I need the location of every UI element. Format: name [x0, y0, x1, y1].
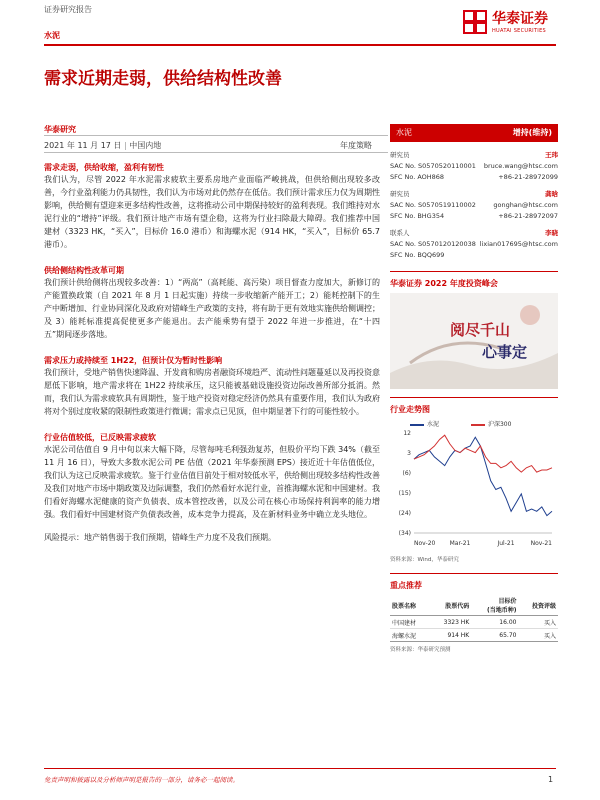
- analyst-phone: +86-21-28972097: [498, 212, 558, 220]
- chart-legend: [410, 419, 558, 429]
- legend-swatch: [410, 424, 424, 426]
- section-paragraph: 我们预计，受地产销售快速降温、开发商和购房者融资环境趋严、流动性问题蔓延以及再投资意愿低下影响，地产需求将在 1H22 持续承压，这只能被基础设施投资边际改善所部分抵消。然而，我们认为需求疲软具有周期性，鉴于地产投资对稳定经济仍然具有重要作用，我们认为政府将对个别过度收紧的限制性政策进行微调；需求点已见顶，但中期显著下行的可能性较小。: [44, 368, 380, 416]
- report-title: 需求近期走弱，供给结构性改善: [44, 69, 282, 89]
- x-tick-label: Jul-21: [497, 540, 515, 547]
- section-heading: 需求走弱，供给收缩，盈利有韧性: [44, 163, 164, 172]
- footer-disclaimer: 免责声明和披露以及分析师声明是报告的一部分，请务必一起阅读。: [44, 776, 239, 784]
- analyst-email[interactable]: lixian017695@htsc.com: [479, 240, 558, 248]
- series-line-水泥: [414, 437, 552, 515]
- analyst-card: [390, 150, 558, 183]
- table-row: [390, 616, 558, 629]
- table-cell: 3323 HK: [443, 618, 470, 626]
- risk-note: 风险提示：地产销售弱于我们预期，错峰生产力度不及我们预期。: [44, 533, 276, 542]
- section-paragraph: 我们认为，尽管 2022 年水泥需求疲软主要系房地产业面临严峻挑战，但供给侧出现较多改善，今行业盈利能力仍具韧性，我们认为市场对此仍然存在低估。我们预计需求压力仅为周期性影响，供给侧有望迎来更多结构性改善，这将推动公司中期保持较好的盈利表现。我们维持对水泥行业的“增持”评级。我们预计地产市场有望企稳，这将为行业扫除最大障碍。我们推荐中国建材（3323 HK，“买入”，目标价 16.0 港币）和海螺水泥（914 HK，“买入”，目标价 65.7 港币）。: [44, 175, 380, 249]
- table-header-cell: 股票名称: [392, 602, 417, 610]
- table-header-cell: 投资评级: [531, 602, 556, 610]
- header-divider: [44, 44, 556, 46]
- analyst-list: [390, 150, 558, 261]
- table-cell: 914 HK: [447, 631, 470, 639]
- table-cell: 海螺水泥: [392, 632, 417, 640]
- table-cell: 买入: [543, 619, 556, 627]
- section-heading: 行业估值较低，已反映需求疲软: [44, 433, 156, 442]
- recommend-source: 资料来源：华泰研究预测: [390, 647, 451, 653]
- banner-art: [390, 293, 558, 389]
- table-cell: 16.00: [499, 618, 517, 626]
- sidebar: [390, 124, 558, 653]
- y-tick-label: (24): [398, 510, 411, 517]
- section-valuation: [44, 432, 384, 521]
- trend-chart: [390, 419, 558, 553]
- analyst-sfc: SFC No. AOH868: [390, 173, 445, 181]
- x-tick-label: Nov-20: [414, 540, 436, 547]
- banner-slogan-2: 心事定: [482, 343, 528, 361]
- analyst-role: 研究员: [390, 151, 410, 159]
- page-number: 1: [548, 775, 554, 784]
- table-header-cell: 股票代码: [445, 602, 470, 610]
- analyst-email[interactable]: bruce.wang@htsc.com: [483, 162, 558, 170]
- recommend-table: [390, 595, 558, 642]
- analyst-role: 联系人: [390, 229, 410, 237]
- section-heading: 供给侧结构性改革可期: [44, 266, 124, 275]
- table-header-cell: 目标价 (当地币种): [486, 598, 517, 614]
- table-row: [390, 629, 558, 642]
- report-type-label: 证券研究报告: [44, 5, 92, 14]
- report-region: 中国内地: [129, 141, 162, 150]
- report-date: 2021 年 11 月 17 日: [44, 141, 122, 150]
- analyst-name: 龚晗: [545, 190, 558, 198]
- rating-value: 增持(维持): [512, 128, 552, 137]
- section-demand-supply: [44, 162, 384, 251]
- legend-label: 水泥: [427, 421, 440, 428]
- report-meta: 2021 年 11 月 17 日 | 中国内地: [44, 141, 162, 150]
- analyst-sac: SAC No. S0570519110002: [390, 201, 476, 209]
- logo-name-cn: 华泰证券: [492, 11, 548, 27]
- legend-item: [471, 421, 511, 428]
- table-cell: 买入: [543, 632, 556, 640]
- y-tick-label: (34): [398, 530, 411, 537]
- analyst-sac: SAC No. S0570520110001: [390, 162, 476, 170]
- table-cell: 65.70: [499, 631, 517, 639]
- recommend-title: 重点推荐: [390, 581, 422, 590]
- banner-slogan-1: 阅尽千山: [450, 321, 511, 339]
- analyst-role: 研究员: [390, 190, 410, 198]
- legend-label: 沪深300: [487, 421, 512, 428]
- sidebar-divider: [390, 573, 558, 574]
- organization-label: 华泰研究: [44, 125, 76, 134]
- legend-item: [410, 421, 439, 428]
- analyst-sfc: SFC No. BQQ699: [390, 251, 445, 259]
- main-body: [44, 162, 384, 544]
- trend-title: 行业走势图: [390, 405, 430, 414]
- section-paragraph: 水泥公司估值自 9 月中旬以来大幅下降，尽管每吨毛利强劲复苏，但股价平均下跌 34%（截至 11 月 16 日），导致大多数水泥公司 PE 估值（2021 年华泰预测 EPS）接近近十年估值低位，我们认为这已反映需求疲软。鉴于行业估值目前处于相对较低水平，供给侧出现较多结构性改善及我们对地产市场中期政策及边际调整，我们仍然看好水泥行业，首推海螺水泥和中国建材。我们看好海螺水泥健康的资产负债表、成本管控改善，以及公司在核心市场保持利润率的能力增强。我们看好中国建材资产负债表改善，成本竞争力提高，及在新材料业务中确立龙头地位。: [44, 445, 380, 519]
- analyst-card: [390, 228, 558, 261]
- analyst-card: [390, 189, 558, 222]
- legend-swatch: [471, 424, 485, 426]
- sidebar-divider: [390, 397, 558, 398]
- x-tick-label: Nov-21: [530, 540, 552, 547]
- sidebar-divider: [390, 271, 558, 272]
- sector-category: 水泥: [44, 31, 60, 40]
- analyst-name: 王玮: [545, 151, 558, 159]
- meta-top-rule: [44, 135, 388, 136]
- rating-bar: [390, 124, 558, 142]
- y-tick-label: (6): [402, 470, 411, 477]
- section-supply-reform: [44, 265, 384, 341]
- banner-title: 华泰证券 2022 年度投资峰会: [390, 279, 498, 288]
- table-header-row: [390, 595, 558, 616]
- table-cell: 中国建材: [392, 619, 417, 627]
- summit-banner[interactable]: [390, 293, 558, 389]
- analyst-name: 李晓: [545, 229, 558, 237]
- y-tick-label: (15): [398, 490, 411, 497]
- analyst-phone: +86-21-28972099: [498, 173, 558, 181]
- x-tick-label: Mar-21: [449, 540, 471, 547]
- trend-chart-plot: [390, 429, 558, 549]
- logo-name-en: HUATAI SECURITIES: [492, 28, 546, 34]
- y-tick-label: 12: [403, 430, 411, 437]
- y-tick-label: 3: [407, 450, 411, 457]
- meta-bottom-rule: [44, 152, 388, 153]
- section-demand-pressure: [44, 355, 384, 418]
- sector-name: 水泥: [396, 128, 412, 137]
- section-paragraph: 我们预计供给侧将出现较多改善：1）“两高”（高耗能、高污染）项目督查力度加大，新修订的产能置换政策（自 2021 年 8 月 1 日起实施）持续一步收缩新产能开工；2）能耗控制下的生产中断增加、行业协同深化及政府对错峰生产政策的支持，将有助于更有效地实施供给侧调控；及 3）能耗标准提高促使更多产能退出。去产能乘势有望于 2022 年进一步推进，在“十四五”期间逐步落地。: [44, 278, 380, 339]
- footer-divider: [44, 768, 556, 769]
- trend-source: 资料来源：Wind，华泰研究: [390, 557, 459, 563]
- report-kind: 年度策略: [340, 141, 372, 150]
- section-heading: 需求压力或持续至 1H22，但预计仅为暂时性影响: [44, 356, 223, 365]
- analyst-sac: SAC No. S0570120120038: [390, 240, 476, 248]
- huatai-logo-icon: [463, 10, 487, 34]
- analyst-email[interactable]: gonghan@htsc.com: [493, 201, 558, 209]
- analyst-sfc: SFC No. BHG354: [390, 212, 445, 220]
